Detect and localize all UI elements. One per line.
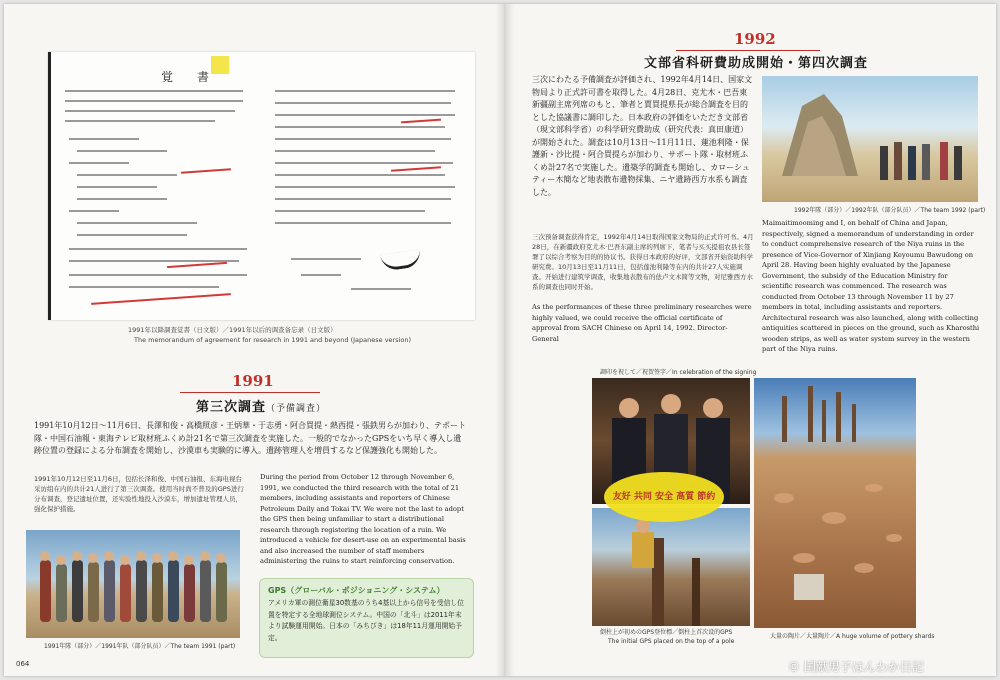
team-1991-photo [26, 530, 240, 638]
en-text-1992-right: Maimaitimooming and I, on behalf of China and Japan, respectively, signed a memorandum of understanding in order to conduct comprehensive research of the Niya ruins in the presence of Vice-Governor of Xinjiang Keyoumu Bawudong on April 28. Having been highly evaluated by the Japanese Government, the subsidy of the Education Ministry for scientific research was commenced. The research was conducted from October 13 through November 11 by 27 members in total, including assistants and reporters. Architectural research was also launched, along with collecting antiquities scattered in pieces on the ground, such as Kharosthi wooden strips, as well as water system survey in the western part of the Niya ruins. [762, 219, 980, 353]
page-number: 064 [16, 660, 30, 668]
heading-fourth-survey: 文部省科研費助成開始・第四次調査 [644, 56, 869, 71]
en-text-1992-left: As the performances of these three preliminary researches were highly valued, we could receive the official certificate of approval from SACH Chinese on April 14, 1992. Director-General [532, 303, 752, 343]
en-text-1991: During the period from October 12 through November 6, 1991, we conducted the third research with the total of 21 members, including assistants and reporters of Chinese Petroleum Daily and Tokai TV. We were not the last to adopt the GPS then being unfamiliar to start a distributional research through registering the location of a ruin. We introduced a vehicle for desert-use on an experimental basis and also increased the number of staff members administering the ruins to start reinforcing conservation. [260, 473, 466, 565]
gps-body: アメリカ軍の測位衛星30数基のうち4基以上から信号を受信し位置を特定する全地球測位システム。中国の「北斗」は2011年末より試験運用開始。日本の「みちびき」は18年11月運用開始予定。 [268, 599, 465, 642]
year-1991-rule [180, 392, 320, 393]
year-1992: 1992 [734, 30, 776, 48]
memorandum-image [48, 52, 475, 320]
cn-text-1992: 三次预备调查获得肯定，1992年4月14日取得国家文物局的正式许可书。4月28日，在新疆政府克尤木·巴吾东副主席的列席下，笔者与买买提祖农县长签署了以综合考察为目的的协议书。获得日本政府的好评，文部省开始资助科学研究费。10月13日至11月11日，包括莲池利隆等在内的共计27人实施调查。开始进行建筑学调查，收集地表散布的佉卢文木简等文物，对尼雅西方水系的调查也同时开始。 [532, 233, 754, 291]
memo-caption-en: The memorandum of agreement for research in 1991 and beyond (Japanese version) [134, 336, 412, 344]
book-gutter [496, 4, 514, 676]
year-1991: 1991 [232, 372, 274, 390]
pottery-photo [754, 378, 916, 628]
gps-title: GPS（グローバル・ポジショニング・システム） [268, 586, 445, 595]
memo-caption-jp: 1991年以降調査覚書（日文版）／1991年以后的调查备忘录（日文版） [128, 326, 337, 334]
jp-text-1991: 1991年10月12日～11月6日、長澤和俊・高橋照彦・王炳華・于志勇・阿合買提・熱西提・張鉄男らが加わり、テポート隊・中国石油報・東海テレビ取材班ふくめ計21名で第三次調査を実施した。一般的でなかったGPSをいち早く導入し遺跡位置の登録による分布調査を開始し、沙漠車も実験的に導入。遺跡管理人を増員するなど保護強化も開始した。 [34, 421, 466, 455]
pottery-caption: 大量の陶片／大量陶片／A huge volume of pottery shards [770, 633, 935, 640]
gps-info-box [259, 578, 474, 658]
signing-caption: 調印を祝して／祝贺签字／In celebration of the signing [600, 369, 757, 376]
team-1992-photo [762, 76, 978, 202]
team-1992-caption: 1992年隊（部分）／1992年队（部分队员）／The team 1992 (part) [794, 207, 986, 214]
gps-pole-photo [592, 508, 750, 626]
year-1992-rule [676, 50, 820, 51]
book-spread [4, 4, 996, 676]
team-1991-caption: 1991年隊（部分）／1991年队（部分队员）／The team 1991 (part) [44, 643, 236, 650]
watermark: © 国献男子ほんわか日記 [788, 660, 924, 674]
gps-pole-caption-1: 倒柱上が初めのGPS登位標／倒柱上首次设的GPS [600, 629, 733, 636]
friendship-banner: 友好 共同 安全 高質 節約 [604, 472, 724, 522]
cn-text-1991: 1991年10月12日至11月6日，包括长泽和俊、中国石油报、东海电视台采访组在内的共计21人进行了第三次调查。使用当时尚不普及的GPS进行分布调查，登记遗址位置，还实验性地投入沙漠车，增加遗址管理人员，强化保护措施。 [34, 475, 244, 513]
gps-pole-caption-2: The initial GPS placed on the top of a pole [608, 638, 735, 645]
signature-mark [380, 249, 422, 271]
jp-text-1992: 三次にわたる予備調査が評価され、1992年4月14日、国家文物局より正式許可書を取得した。4月28日、克尤木・巴吾東新疆副主席列席のもと、筆者と賈買提県長が総合調査を目的とした協議書に調印した。日本政府の評価をいただき文部省（現文部科学省）の科学研究費助成（研究代表：真田康道）が開始された。調査は10月13日～11月11日、蓮池利隆・保護新・沙比提・阿合買提らが加わり、サポート隊・取材班ふくめ計27名で実施した。遺築学的調査も開始し、カローシュティー木簡など地表散布遺物採集、ニヤ遺跡西方水系も調査した。 [532, 75, 753, 197]
heading-third-survey: 第三次調査（予備調査） [196, 400, 327, 415]
memo-title: 覚 書 [161, 70, 216, 84]
